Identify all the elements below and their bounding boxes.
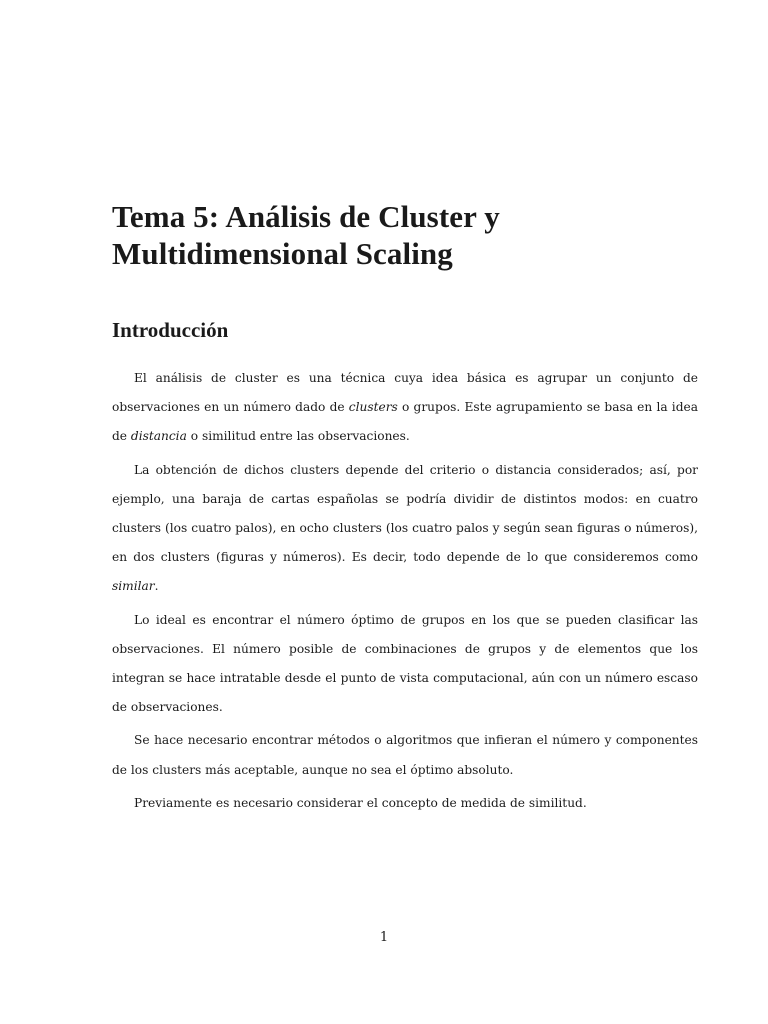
title-line-2: Multidimensional Scaling (112, 236, 453, 271)
section-heading-introduccion: Introducción (112, 318, 229, 342)
paragraph-1-text-c: o similitud entre las observaciones. (186, 429, 410, 444)
paragraph-1-text-a: El análisis de cluster es una técnica cuya idea básica es agrupar un conjunto de observaciones en un número dado de (112, 371, 698, 415)
title-line-1: Tema 5: Análisis de Cluster y (112, 199, 500, 234)
paragraph-4: Se hace necesario encontrar métodos o algoritmos que infieran el número y componentes de los clusters más aceptable, aunque no sea el óptimo absoluto. (112, 733, 698, 777)
paragraph-2 (112, 456, 698, 602)
document-title (112, 198, 672, 272)
page-number: 1 (379, 930, 389, 945)
paragraph-2-text-b: . (154, 579, 159, 594)
paragraph-1 (112, 364, 698, 452)
emphasis-distancia: distancia (130, 429, 187, 444)
paragraph-5: Previamente es necesario considerar el concepto de medida de similitud. (134, 795, 587, 810)
paragraph-2-text-a: La obtención de dichos clusters depende del criterio o distancia considerados; así, por ejemplo, una baraja de cartas españolas se podría dividir de distintos modos: en cuatro clusters (los cuatro palos), en ocho clusters (los cuatro palos y según sean figuras o números), en dos clusters (figuras y números). Es decir, todo depende de lo que consideremos como (112, 462, 698, 565)
paragraph-3: Lo ideal es encontrar el número óptimo de grupos en los que se pueden clasificar las observaciones. El número posible de combinaciones de grupos y de elementos que los integran se hace intratable desde el punto de vista computacional, aún con un número escaso de observaciones. (112, 612, 698, 715)
emphasis-clusters: clusters (348, 400, 398, 415)
paragraph-1-text-b: o grupos. Este agrupamiento se basa en la idea de (112, 400, 698, 444)
body-text (112, 364, 698, 822)
emphasis-similar: similar (112, 579, 155, 594)
